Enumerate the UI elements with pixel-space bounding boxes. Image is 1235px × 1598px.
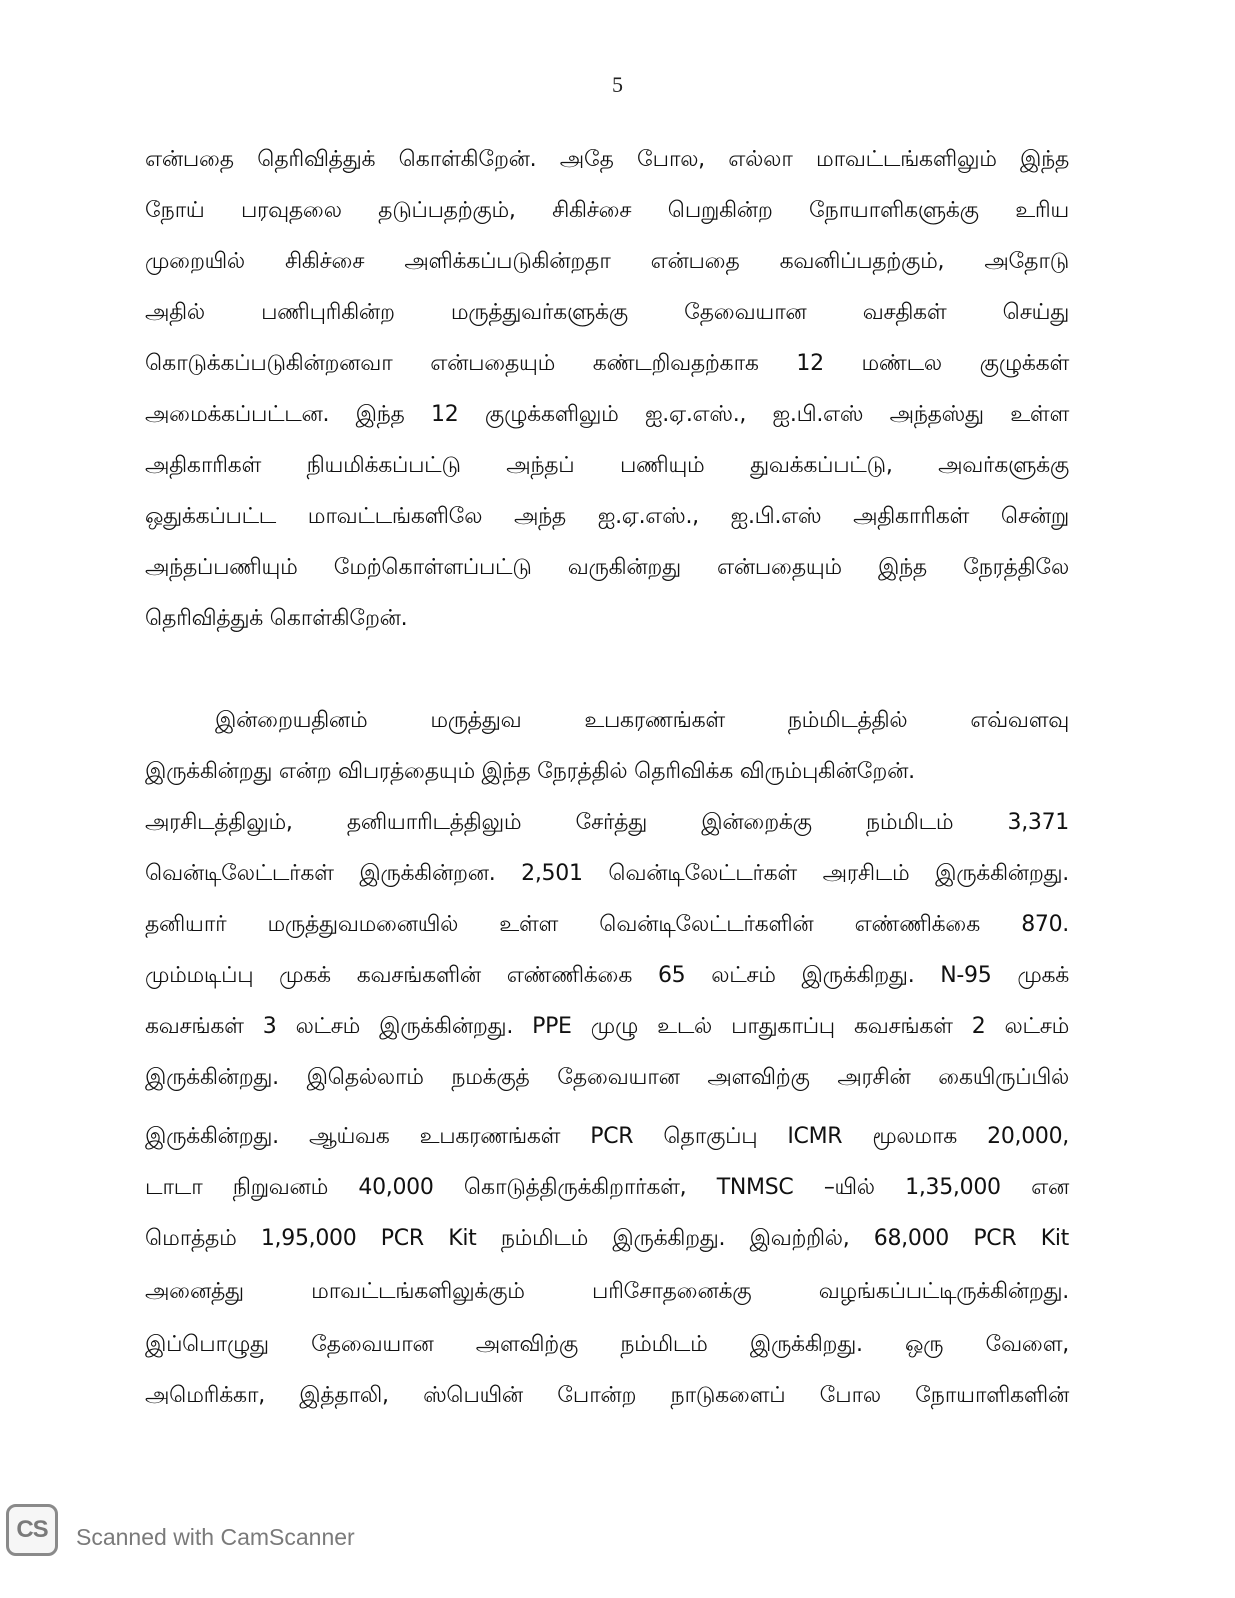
- text-line: இருக்கின்றது. இதெல்லாம் நமக்குத் தேவையான அளவிற்கு அரசின் கையிருப்பில்: [145, 1065, 1069, 1090]
- camscanner-label: Scanned with CamScanner: [76, 1523, 355, 1550]
- text-line: அரசிடத்திலும், தனியாரிடத்திலும் சேர்த்து இன்றைக்கு நம்மிடம் 3,371: [145, 810, 1069, 835]
- text-line: அனைத்து மாவட்டங்களிலுக்கும் பரிசோதனைக்கு வழங்கப்பட்டிருக்கின்றது.: [145, 1279, 1069, 1304]
- text-line: கவசங்கள் 3 லட்சம் இருக்கின்றது. PPE முழு உடல் பாதுகாப்பு கவசங்கள் 2 லட்சம்: [145, 1014, 1069, 1039]
- text-line: அதிகாரிகள் நியமிக்கப்பட்டு அந்தப் பணியும் துவக்கப்பட்டு, அவர்களுக்கு: [145, 453, 1069, 478]
- text-line: அந்தப்பணியும் மேற்கொள்ளப்பட்டு வருகின்றது என்பதையும் இந்த நேரத்திலே: [145, 555, 1069, 580]
- text-line: இப்பொழுது தேவையான அளவிற்கு நம்மிடம் இருக்கிறது. ஒரு வேளை,: [145, 1332, 1069, 1357]
- text-line: வென்டிலேட்டர்கள் இருக்கின்றன. 2,501 வென்டிலேட்டர்கள் அரசிடம் இருக்கின்றது.: [145, 861, 1069, 886]
- text-line: என்பதை தெரிவித்துக் கொள்கிறேன். அதே போல, எல்லா மாவட்டங்களிலும் இந்த: [145, 147, 1069, 172]
- text-line: முறையில் சிகிச்சை அளிக்கப்படுகின்றதா என்பதை கவனிப்பதற்கும், அதோடு: [145, 249, 1069, 274]
- camscanner-watermark: [6, 1504, 355, 1556]
- text-line: ஒதுக்கப்பட்ட மாவட்டங்களிலே அந்த ஐ.ஏ.எஸ்., ஐ.பி.எஸ் அதிகாரிகள் சென்று: [145, 504, 1069, 529]
- text-line: மொத்தம் 1,95,000 PCR Kit நம்மிடம் இருக்கிறது. இவற்றில், 68,000 PCR Kit: [145, 1226, 1069, 1251]
- text-line: மும்மடிப்பு முகக் கவசங்களின் எண்ணிக்கை 65 லட்சம் இருக்கிறது. N-95 முகக்: [145, 963, 1069, 988]
- text-line: அதில் பணிபுரிகின்ற மருத்துவர்களுக்கு தேவையான வசதிகள் செய்து: [145, 300, 1069, 325]
- text-line: அமெரிக்கா, இத்தாலி, ஸ்பெயின் போன்ற நாடுகளைப் போல நோயாளிகளின்: [145, 1383, 1069, 1408]
- text-line: இருக்கின்றது என்ற விபரத்தையும் இந்த நேரத்தில் தெரிவிக்க விரும்புகின்றேன்.: [145, 759, 915, 784]
- text-line: நோய் பரவுதலை தடுப்பதற்கும், சிகிச்சை பெறுகின்ற நோயாளிகளுக்கு உரிய: [145, 198, 1069, 223]
- camscanner-logo-icon: CS: [6, 1504, 58, 1556]
- text-line: கொடுக்கப்படுகின்றனவா என்பதையும் கண்டறிவதற்காக 12 மண்டல குழுக்கள்: [145, 351, 1069, 376]
- page-number: 5: [612, 72, 623, 97]
- text-line: இருக்கின்றது. ஆய்வக உபகரணங்கள் PCR தொகுப்பு ICMR மூலமாக 20,000,: [145, 1124, 1069, 1149]
- text-line: தனியார் மருத்துவமனையில் உள்ள வென்டிலேட்டர்களின் எண்ணிக்கை 870.: [145, 912, 1069, 937]
- text-line: தெரிவித்துக் கொள்கிறேன்.: [145, 606, 408, 631]
- text-line: டாடா நிறுவனம் 40,000 கொடுத்திருக்கிறார்கள், TNMSC –யில் 1,35,000 என: [145, 1175, 1069, 1200]
- text-line: இன்றையதினம் மருத்துவ உபகரணங்கள் நம்மிடத்தில் எவ்வளவு: [215, 708, 1069, 733]
- text-line: அமைக்கப்பட்டன. இந்த 12 குழுக்களிலும் ஐ.ஏ.எஸ்., ஐ.பி.எஸ் அந்தஸ்து உள்ள: [145, 402, 1069, 427]
